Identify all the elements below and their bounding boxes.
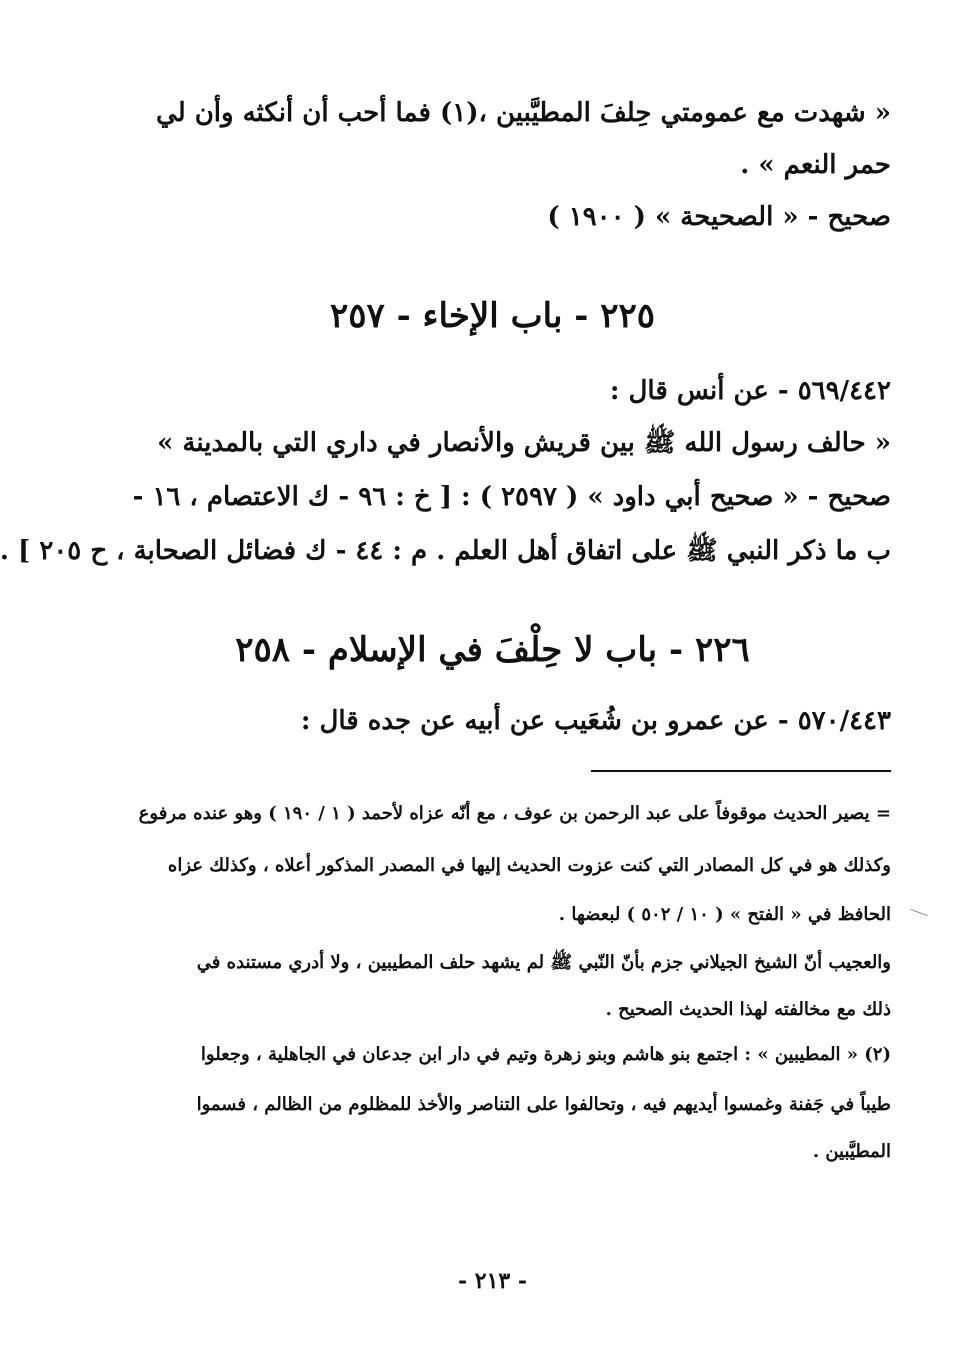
hadith-text-line: « حالف رسول الله ﷺ بين قريش والأنصار في داري التي بالمدينة »: [157, 428, 891, 458]
hadith-grading: صحيح - « الصحيحة » ( ١٩٠٠ ): [547, 202, 891, 232]
footnote-line: (٢) « المطيبين » : اجتمع بنو هاشم وبنو زهرة وتيم في دار ابن جدعان في الجاهلية ، وجعلوا: [200, 1044, 891, 1065]
hadith-intro: ٥٧٠/٤٤٣ - عن عمرو بن شُعَيب عن أبيه عن جده قال :: [300, 706, 891, 736]
chapter-heading: ٢٢٦ - باب لا حِلْفَ في الإسلام - ٢٥٨: [235, 630, 750, 670]
chapter-heading: ٢٢٥ - باب الإخاء - ٢٥٧: [329, 296, 656, 336]
footnote-line: ذلك مع مخالفته لهذا الحديث الصحيح .: [605, 999, 891, 1020]
footnote-line: والعجيب أنّ الشيخ الجيلاني جزم بأنّ النّبي ﷺ لم يشهد حلف المطيبين ، ولا أدري مستنده في: [196, 952, 891, 973]
hadith-grading: ب ما ذكر النبي ﷺ على اتفاق أهل العلم . م : ٤٤ - ك فضائل الصحابة ، ح ٢٠٥ ] .: [0, 536, 891, 566]
footnote-line: طيباً في جَفنة وغمسوا أيديهم فيه ، وتحالفوا على التناصر والأخذ للمظلوم من الظالم ، فسموا: [196, 1094, 891, 1115]
hadith-grading: صحيح - « صحيح أبي داود » ( ٢٥٩٧ ) : [ خ : ٩٦ - ك الاعتصام ، ١٦ -: [132, 482, 891, 512]
page-number: - ٢١٣ -: [457, 1268, 528, 1294]
hadith-text-line: حمر النعم » .: [740, 150, 891, 180]
hadith-intro: ٥٦٩/٤٤٢ - عن أنس قال :: [609, 376, 891, 406]
footnote-line: المطيَّبين .: [812, 1141, 891, 1162]
footnote-separator: [591, 770, 891, 772]
footnote-line: الحافظ في « الفتح » ( ١٠ / ٥٠٢ ) لبعضها .: [558, 904, 891, 925]
footnote-line: = يصير الحديث موقوفاً على عبد الرحمن بن عوف ، مع أنّه عزاه لأحمد ( ١ / ١٩٠ ) وهو عنده مرفوع: [138, 803, 891, 824]
scan-mark: [910, 909, 927, 916]
footnote-line: وكذلك هو في كل المصادر التي كنت عزوت الحديث إليها في المصدر المذكور أعلاه ، وكذلك عزاه: [167, 855, 891, 876]
hadith-text-line: « شهدت مع عمومتي حِلفَ المطيَّبين ،(١) فما أحب أن أنكثه وأن لي: [156, 98, 891, 128]
